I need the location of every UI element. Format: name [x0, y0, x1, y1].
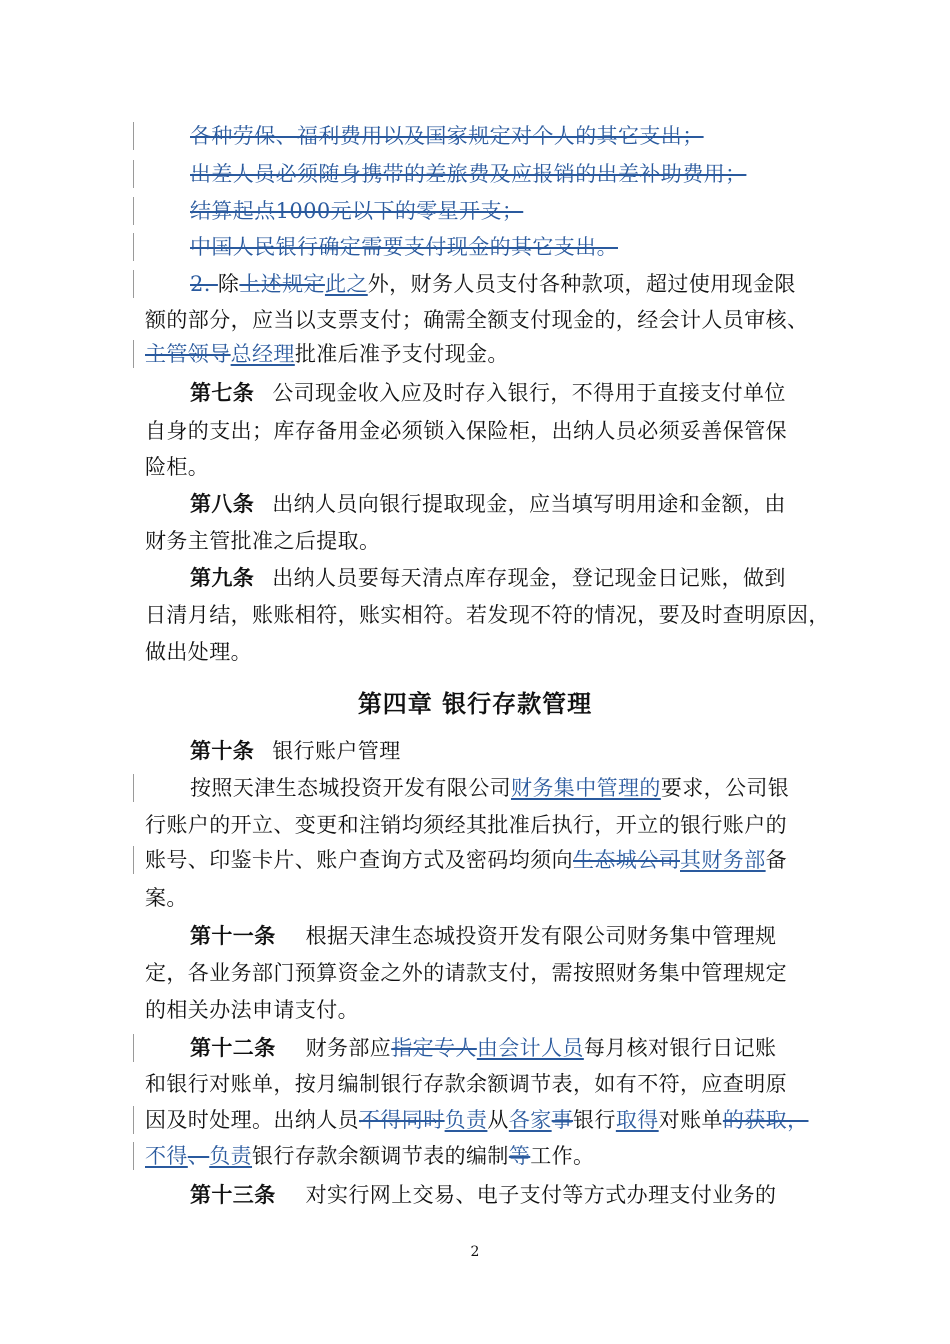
deleted-text: 结算起点1000元以下的零星开支； — [190, 199, 524, 223]
deleted-text: 主管领导 — [145, 342, 231, 366]
inserted-text: 此之 — [324, 272, 368, 296]
paragraph-line — [190, 270, 796, 298]
deleted-text: 事 — [551, 1108, 574, 1132]
article-line — [190, 774, 789, 802]
article-line: 定，各业务部门预算资金之外的请款支付，需按照财务集中管理规定 — [145, 961, 787, 985]
revision-bar — [133, 122, 134, 150]
revision-bar — [133, 1142, 134, 1170]
text: 备 — [765, 848, 788, 872]
paragraph-line — [145, 340, 509, 368]
text: 出纳人员向银行提取现金，应当填写明用途和金额，由 — [272, 492, 786, 516]
text: 银行 — [573, 1108, 616, 1132]
article-line — [190, 1034, 776, 1062]
inserted-text: 财务集中管理的 — [511, 776, 661, 800]
article-line: 自身的支出；库存备用金必须锁入保险柜，出纳人员必须妥善保管保 — [145, 419, 787, 443]
text: 对账单 — [658, 1108, 723, 1132]
deleted-text: 生态城公司 — [573, 848, 680, 872]
text: 每月核对银行日记账 — [583, 1036, 777, 1060]
deleted-text: 出差人员必须随身携带的差旅费及应报销的出差补助费用； — [190, 162, 747, 186]
revision-bar — [133, 1106, 134, 1134]
deleted-line — [190, 122, 704, 150]
page-number: 2 — [470, 1244, 480, 1260]
article-line — [190, 564, 786, 592]
article-line: 的相关办法申请支付。 — [145, 998, 359, 1022]
revision-bar — [133, 160, 134, 188]
article-label: 第十二条 — [190, 1035, 276, 1060]
article-title: 银行账户管理 — [272, 739, 401, 763]
article-line — [145, 1142, 594, 1170]
text: 财务部应 — [305, 1036, 392, 1060]
article-line — [145, 1106, 808, 1134]
deleted-text: 各种劳保、福利费用以及国家规定对个人的其它支出； — [190, 124, 704, 148]
article-line: 和银行对账单，按月编制银行存款余额调节表，如有不符，应查明原 — [145, 1072, 787, 1096]
article-line: 案。 — [145, 886, 188, 910]
inserted-text: 取得 — [615, 1108, 659, 1132]
text: 从 — [487, 1108, 509, 1132]
paragraph-line: 额的部分，应当以支票支付；确需全额支付现金的，经会计人员审核、 — [145, 308, 809, 332]
article-label: 第七条 — [190, 380, 255, 405]
deleted-text: 不得同时 — [359, 1108, 445, 1132]
inserted-text: 各家 — [508, 1108, 552, 1132]
inserted-text: 负责 — [209, 1144, 253, 1168]
article-label: 第十条 — [190, 738, 255, 763]
article-label: 第九条 — [190, 565, 255, 590]
deleted-text: 的获取， — [722, 1108, 809, 1132]
revision-bar — [133, 340, 134, 368]
text: 除 — [217, 272, 240, 296]
chapter-title: 第四章 银行存款管理 — [357, 689, 593, 718]
article-line — [190, 922, 776, 950]
text: 按照天津生态城投资开发有限公司 — [190, 776, 511, 800]
inserted-text: 总经理 — [230, 342, 295, 366]
article-line — [190, 490, 786, 518]
deleted-text: 2. — [190, 272, 218, 296]
text: 因及时处理。出纳人员 — [145, 1108, 359, 1132]
deleted-text: 中国人民银行确定需要支付现金的其它支出。 — [190, 235, 618, 259]
text: 账号、印鉴卡片、账户查询方式及密码均须向 — [145, 848, 573, 872]
article-label: 第十一条 — [190, 923, 276, 948]
revision-bar — [133, 270, 134, 298]
article-line: 财务主管批准之后提取。 — [145, 529, 381, 553]
text: 公司现金收入应及时存入银行，不得用于直接支付单位 — [272, 381, 786, 405]
article-line: 险柜。 — [145, 455, 210, 479]
article-label: 第八条 — [190, 491, 255, 516]
article-line — [190, 379, 786, 407]
text: 工作。 — [530, 1144, 595, 1168]
inserted-text: 由会计人员 — [476, 1036, 584, 1060]
article-line: 日清月结，账账相符，账实相符。若发现不符的情况，要及时查明原因， — [145, 603, 830, 627]
text: 批准后准予支付现金。 — [294, 342, 509, 366]
article-label: 第十三条 — [190, 1182, 276, 1207]
article-line — [190, 737, 401, 765]
revision-bar — [133, 774, 134, 802]
deleted-line — [190, 233, 618, 261]
article-line: 行账户的开立、变更和注销均须经其批准后执行，开立的银行账户的 — [145, 813, 787, 837]
text: 出纳人员要每天清点库存现金，登记现金日记账，做到 — [272, 566, 786, 590]
revision-bar — [133, 1034, 134, 1062]
text: 银行存款余额调节表的编制 — [252, 1144, 509, 1168]
revision-bar — [133, 197, 134, 225]
deleted-text: 指定专人 — [391, 1036, 477, 1060]
text: 对实行网上交易、电子支付等方式办理支付业务的 — [305, 1183, 777, 1207]
text: 根据天津生态城投资开发有限公司财务集中管理规 — [305, 924, 777, 948]
deleted-line — [190, 160, 746, 188]
inserted-text: 不得 — [145, 1144, 188, 1168]
article-line: 做出处理。 — [145, 640, 252, 664]
deleted-text: 上述规定 — [239, 272, 325, 296]
article-line — [145, 846, 787, 874]
revision-bar — [133, 846, 134, 874]
inserted-text: 其财务部 — [680, 848, 766, 872]
revision-bar — [133, 233, 134, 261]
article-line — [190, 1181, 776, 1209]
deleted-text: 、 — [187, 1144, 210, 1168]
text: 要求，公司银 — [660, 776, 790, 800]
deleted-line — [190, 197, 523, 225]
deleted-text: 等 — [508, 1144, 531, 1168]
text: 外，财务人员支付各种款项，超过使用现金限 — [367, 272, 796, 296]
inserted-text: 负责 — [444, 1108, 488, 1132]
